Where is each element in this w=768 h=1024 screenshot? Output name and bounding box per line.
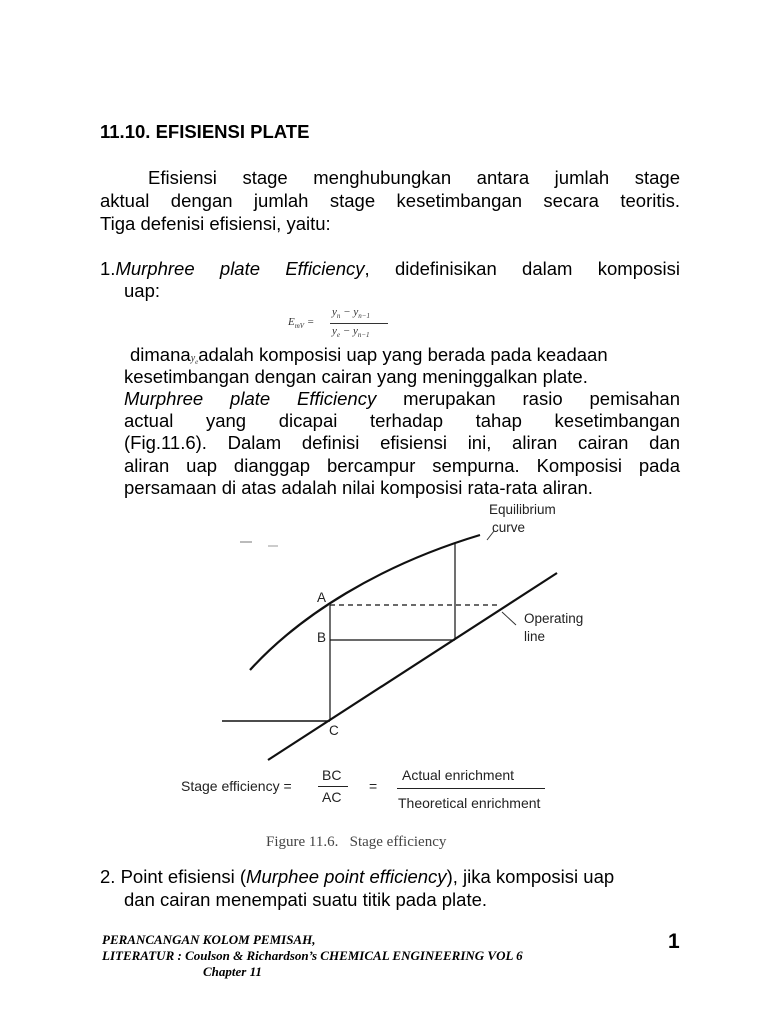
item1-number: 1.: [100, 258, 116, 279]
item1-line-4: actual yang dicapai terhadap tahap kesetimbangan: [124, 410, 680, 431]
intro-line-1: Efisiensi stage menghubungkan antara jumlah stage: [148, 167, 680, 188]
intro-line-2: aktual dengan jumlah stage kesetimbangan secara teoritis.: [100, 190, 680, 211]
equilibrium-label-2: curve: [492, 520, 526, 535]
actual-enrichment: Actual enrichment: [402, 767, 515, 783]
item1-line-5: (Fig.11.6). Dalam definisi efisiensi ini, aliran cairan dan: [124, 432, 680, 453]
footer-line-1: PERANCANGAN KOLOM PEMISAH,: [102, 932, 316, 947]
item1-line-cont: uap:: [124, 280, 161, 301]
operating-leader: [502, 612, 516, 625]
figure-caption: Figure 11.6. Stage efficiency: [266, 834, 447, 850]
intro-line-3: Tiga defenisi efisiensi, yaitu:: [100, 213, 331, 234]
fraction-bar-2: [397, 788, 545, 789]
item2-number: 2.: [100, 866, 116, 887]
item1-line-1: 1.Murphree plate Efficiency, didefinisikan dalam komposisi: [100, 258, 680, 279]
section-number: 11.10.: [100, 121, 151, 142]
point-b-label: B: [317, 630, 327, 645]
fraction-numerator: BC: [322, 767, 342, 783]
point-c-label: C: [329, 723, 339, 738]
item1-line-7: persamaan di atas adalah nilai komposisi rata-rata aliran.: [124, 477, 593, 498]
page-number: 1: [668, 930, 680, 953]
section-heading: [100, 121, 309, 143]
footer-line-3: Chapter 11: [203, 964, 262, 979]
stage-efficiency-label: Stage efficiency =: [181, 778, 292, 794]
item1-line-3: Murphree plate Efficiency merupakan rasio pemisahan: [124, 388, 680, 409]
stage-efficiency-figure: [0, 495, 768, 855]
equilibrium-label-1: Equilibrium: [489, 502, 556, 517]
operating-label-1: Operating: [524, 611, 584, 626]
item1-term: Murphree plate Efficiency: [115, 258, 365, 279]
item1-dimana-line: dimanay$_e$adalah komposisi uap yang berada pada keadaan: [130, 344, 608, 366]
equilibrium-curve: [250, 535, 480, 670]
operating-line: [268, 573, 557, 760]
item1-line-2: kesetimbangan dengan cairan yang meninggalkan plate.: [124, 366, 588, 387]
fraction-bar-1: [318, 786, 348, 787]
fraction-denominator: AC: [322, 789, 342, 805]
item1-line-6: aliran uap dianggap bercampur sempurna. Komposisi pada: [124, 455, 680, 476]
point-a-label: A: [317, 590, 327, 605]
footer-line-2: LITERATUR : Coulson & Richardson’s CHEMICAL ENGINEERING VOL 6: [102, 948, 523, 963]
operating-label-2: line: [524, 629, 546, 644]
fraction-equals: =: [369, 778, 378, 794]
murphree-formula: $E_{mV}$ = $y_n - y_{n-1}$ $y_e - y_{n-1}$: [288, 306, 398, 344]
item2-line-1: 2. Point efisiensi (Murphee point efficiency), jika komposisi uap: [100, 866, 615, 887]
item2-line-2: dan cairan menempati suatu titik pada plate.: [124, 889, 488, 910]
section-title: EFISIENSI PLATE: [155, 121, 310, 142]
theoretical-enrichment: Theoretical enrichment: [398, 795, 541, 811]
